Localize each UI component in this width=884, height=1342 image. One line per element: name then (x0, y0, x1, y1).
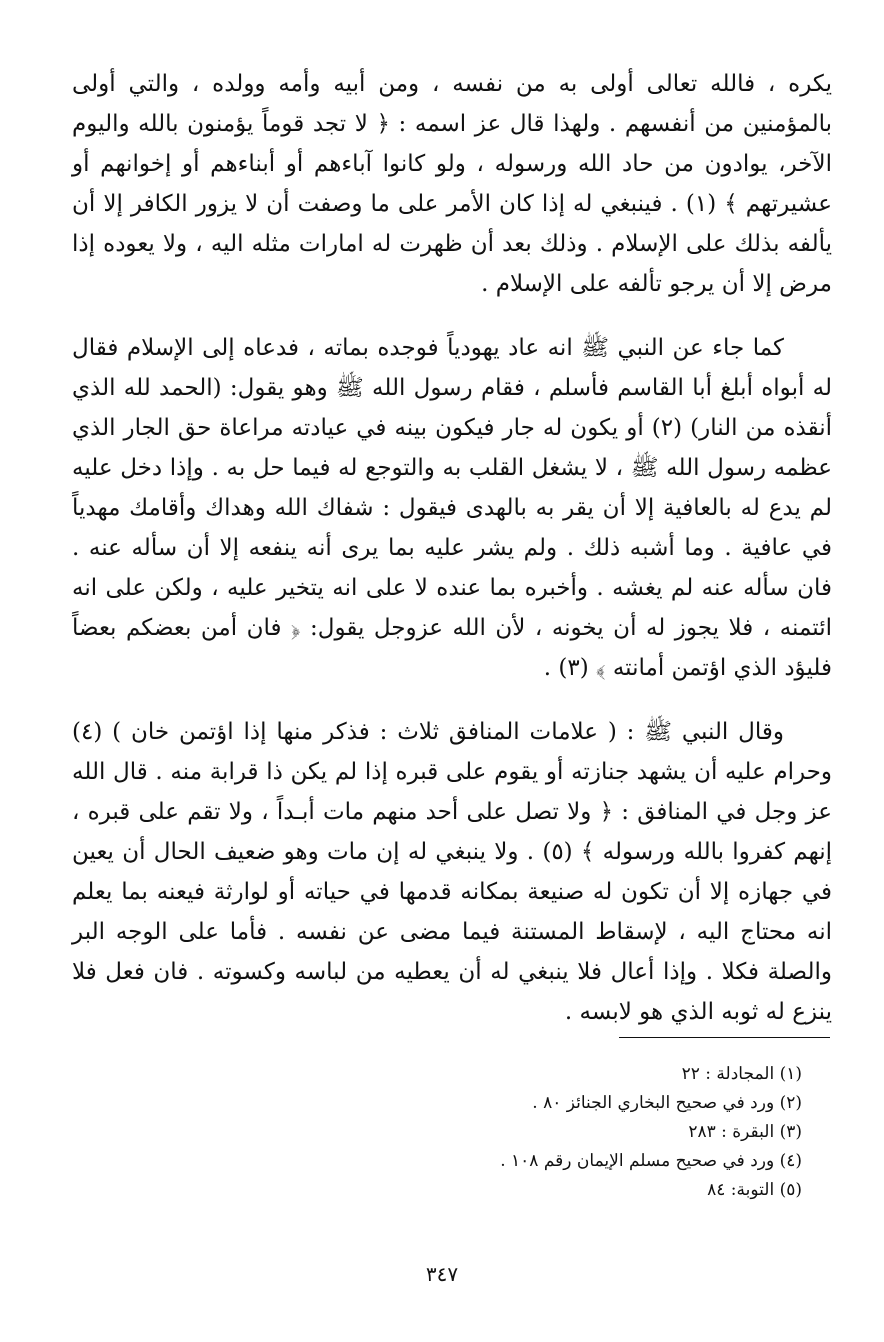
footnotes (402, 1060, 802, 1205)
footnote-3: (٣) البقرة : ٢٨٣ (688, 1122, 802, 1142)
page-body (72, 64, 832, 1032)
footnote-5: (٥) التوبة: ٨٤ (707, 1180, 802, 1200)
footnote-2: (٢) ورد في صحيح البخاري الجنائز ٨٠ . (532, 1093, 802, 1113)
paragraph-1: يكره ، فالله تعالى أولى به من نفسه ، ومن أبيه وأمه وولده ، والتي أولى بالمؤمنين من أنفسهم . ولهذا قال عز اسمه : ﴿ لا تجد قوماً يؤمنون بالله واليوم الآخر، يوادون من حاد الله ورسوله ، ولو كانوا آباءهم أو أبناءهم أو إخوانهم أو عشيرتهم ﴾ (١) . فينبغي له إذا كان الأمر على ما وصفت أن لا يزور الكافر إلا أن يألفه بذلك على الإسلام . وذلك بعد أن ظهرت له امارات مثله اليه ، ولا يعوده إذا مرض إلا أن يرجو تألفه على الإسلام . (72, 71, 832, 297)
footnote-separator (619, 1037, 830, 1038)
paragraph-3: وقال النبي ﷺ : ( علامات المنافق ثلاث : فذكر منها إذا اؤتمن خان ) (٤) وحرام عليه أن يشهد جنازته أو يقوم على قبره إذا لم يكن ذا قرابة منه . قال الله عز وجل في المنافق : ﴿ ولا تصل على أحد منهم مات أبـداً ، ولا تقم على قبره ، إنهم كفروا بالله ورسوله ﴾ (٥) . ولا ينبغي له إن مات وهو ضعيف الحال أن يعين في جهازه إلا أن تكون له صنيعة بمكانه قدمها في حياته أو لوارثة فيعنه بما يعلم انه محتاج اليه ، لإسقاط المستنة فيما مضى عن نفسه . فأما على الوجه البر والصلة فكلا . وإذا أعال فلا ينبغي له أن يعطيه من لباسه وكسوته . فان فعل فلا ينزع له ثوبه الذي هو لابسه . (72, 719, 833, 1025)
footnote-1: (١) المجادلة : ٢٢ (681, 1064, 802, 1084)
paragraph-2: كما جاء عن النبي ﷺ انه عاد يهودياً فوجده بماته ، فدعاه إلى الإسلام فقال له أبواه أبلغ أبا القاسم فأسلم ، فقام رسول الله ﷺ وهو يقول: (الحمد لله الذي أنقذه من النار) (٢) أو يكون له جار فيكون بينه في عيادته مراعاة حق الجار الذي عظمه رسول الله ﷺ ، لا يشغل القلب به والتوجع له فيما حل به . وإذا دخل عليه لم يدع له بالعافية إلا أن يقر به بالهدى فيقول : شفاك الله وهداك وأقامك مهدياً في عافية . وما أشبه ذلك . ولم يشر عليه بما يرى أنه ينفعه إلا أن سأله عنه . فان سأله عنه لم يغشه . وأخبره بما عنده لا على انه يتخير عليه ، ولكن على انه ائتمنه ، فلا يجوز له أن يخونه ، لأن الله عزوجل يقول: ﴿ فان أمن بعضكم بعضاً فليؤد الذي اؤتمن أمانته ﴾ (٣) . (72, 335, 833, 681)
footnote-4: (٤) ورد في صحيح مسلم الإيمان رقم ١٠٨ . (500, 1151, 802, 1171)
page-number: ٣٤٧ (425, 1262, 459, 1286)
